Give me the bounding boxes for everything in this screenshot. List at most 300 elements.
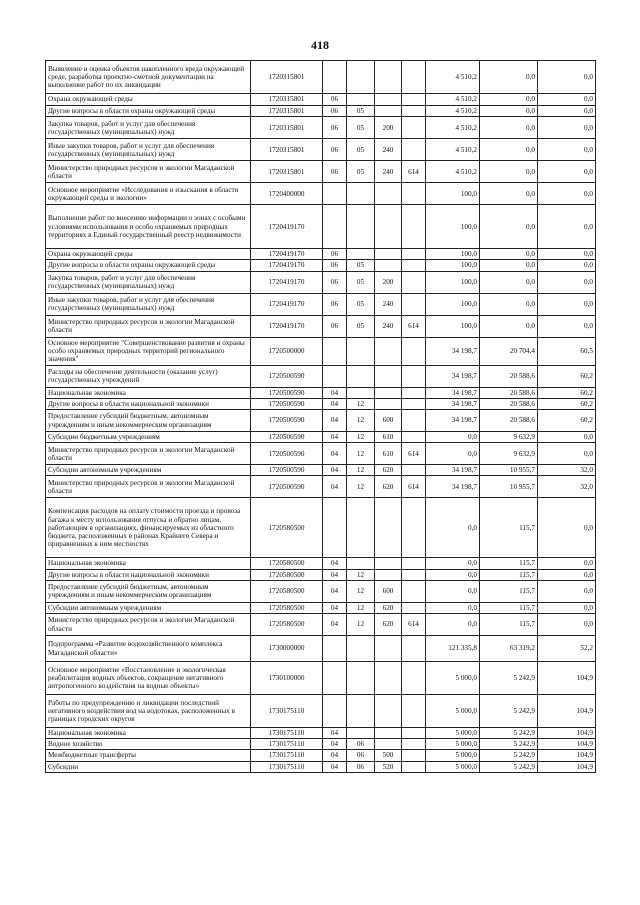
row-amount: 100,0 (426, 205, 480, 249)
row-section (323, 695, 347, 728)
row-name: Национальная экономика (46, 558, 251, 569)
table-row (46, 139, 596, 161)
row-percent: 0,0 (538, 602, 596, 613)
row-amount-2: 10 955,7 (480, 476, 538, 498)
row-amount-2: 0,0 (480, 139, 538, 161)
table-row (46, 410, 596, 432)
row-code: 1720419170 (251, 249, 323, 260)
row-amount: 34 198,7 (426, 337, 480, 365)
row-amount-2: 9 632,9 (480, 443, 538, 465)
row-percent: 32,0 (538, 465, 596, 476)
row-amount-2: 0,0 (480, 271, 538, 293)
row-code: 1720580500 (251, 558, 323, 569)
row-amount: 4 510,2 (426, 117, 480, 139)
row-percent: 60,2 (538, 387, 596, 398)
row-subsection (347, 337, 375, 365)
row-section: 04 (323, 569, 347, 580)
row-section: 06 (323, 293, 347, 315)
table-row (46, 94, 596, 106)
row-expense-type: 610 (375, 432, 402, 443)
table-row (46, 61, 596, 94)
row-section: 06 (323, 271, 347, 293)
row-expense-type: 200 (375, 271, 402, 293)
row-section: 04 (323, 387, 347, 398)
row-amount-2: 0,0 (480, 315, 538, 337)
row-percent: 0,0 (538, 498, 596, 558)
row-ministry-code (402, 739, 426, 750)
row-percent: 0,0 (538, 293, 596, 315)
row-amount-2: 5 242,9 (480, 739, 538, 750)
row-expense-type (375, 183, 402, 205)
row-percent: 0,0 (538, 94, 596, 106)
row-expense-type: 240 (375, 139, 402, 161)
row-percent: 104,9 (538, 695, 596, 728)
row-amount-2: 5 242,9 (480, 695, 538, 728)
row-expense-type (375, 106, 402, 117)
row-amount-2: 115,7 (480, 569, 538, 580)
row-section: 04 (323, 739, 347, 750)
row-amount: 100,0 (426, 315, 480, 337)
row-percent: 0,0 (538, 117, 596, 139)
table-row (46, 106, 596, 117)
row-amount: 4 510,2 (426, 139, 480, 161)
row-name: Основное мероприятие "Совершенствование развития и охраны особо охраняемых природных территорий регионального значения" (46, 337, 251, 365)
row-subsection (347, 498, 375, 558)
row-code: 1720500590 (251, 365, 323, 387)
row-ministry-code (402, 728, 426, 739)
row-ministry-code (402, 183, 426, 205)
row-section: 04 (323, 558, 347, 569)
row-subsection (347, 61, 375, 94)
table-row (46, 476, 596, 498)
row-amount: 5 000,0 (426, 662, 480, 695)
row-amount-2: 5 242,9 (480, 761, 538, 772)
row-amount: 0,0 (426, 614, 480, 636)
row-percent: 0,0 (538, 614, 596, 636)
row-subsection (347, 205, 375, 249)
row-section: 06 (323, 260, 347, 271)
table-row (46, 636, 596, 662)
row-amount-2: 10 955,7 (480, 465, 538, 476)
row-percent: 0,0 (538, 432, 596, 443)
row-ministry-code (402, 249, 426, 260)
row-subsection (347, 183, 375, 205)
row-code: 1720419170 (251, 260, 323, 271)
row-code: 1720580500 (251, 569, 323, 580)
row-amount: 0,0 (426, 432, 480, 443)
row-name: Основное мероприятие «Исследования и изыскания в области окружающей среды и экологии» (46, 183, 251, 205)
row-amount: 34 198,7 (426, 387, 480, 398)
row-ministry-code (402, 465, 426, 476)
row-name: Министерство природных ресурсов и экологии Магаданской области (46, 315, 251, 337)
row-amount: 0,0 (426, 558, 480, 569)
table-row (46, 443, 596, 465)
table-row (46, 695, 596, 728)
row-percent: 52,2 (538, 636, 596, 662)
row-amount-2: 20 588,6 (480, 410, 538, 432)
row-name: Межбюджетные трансферты (46, 750, 251, 761)
table-row (46, 498, 596, 558)
row-code: 1720500590 (251, 410, 323, 432)
row-amount: 121 335,8 (426, 636, 480, 662)
row-subsection: 05 (347, 161, 375, 183)
row-subsection (347, 695, 375, 728)
row-code: 1720315801 (251, 61, 323, 94)
row-ministry-code (402, 410, 426, 432)
row-amount-2: 20 588,6 (480, 387, 538, 398)
row-amount-2: 115,7 (480, 558, 538, 569)
row-subsection: 05 (347, 293, 375, 315)
row-section: 04 (323, 750, 347, 761)
row-percent: 60,2 (538, 398, 596, 409)
row-ministry-code (402, 569, 426, 580)
row-amount-2: 0,0 (480, 293, 538, 315)
row-amount-2: 0,0 (480, 249, 538, 260)
row-expense-type: 520 (375, 761, 402, 772)
row-ministry-code (402, 602, 426, 613)
row-percent: 0,0 (538, 249, 596, 260)
row-subsection (347, 365, 375, 387)
row-subsection (347, 558, 375, 569)
row-section (323, 498, 347, 558)
row-code: 1720419170 (251, 293, 323, 315)
table-row (46, 398, 596, 409)
row-section: 04 (323, 614, 347, 636)
row-section (323, 636, 347, 662)
table-row (46, 761, 596, 772)
row-name: Национальная экономика (46, 728, 251, 739)
row-amount: 5 000,0 (426, 739, 480, 750)
row-expense-type (375, 662, 402, 695)
table-row (46, 205, 596, 249)
row-code: 1720500590 (251, 443, 323, 465)
row-subsection: 12 (347, 602, 375, 613)
row-name: Министерство природных ресурсов и экологии Магаданской области (46, 614, 251, 636)
row-expense-type (375, 569, 402, 580)
row-amount-2: 63 319,2 (480, 636, 538, 662)
row-amount-2: 115,7 (480, 602, 538, 613)
row-code: 1730175110 (251, 739, 323, 750)
row-amount: 100,0 (426, 271, 480, 293)
row-amount: 0,0 (426, 580, 480, 602)
table-row (46, 315, 596, 337)
page-number: 418 (311, 38, 329, 52)
row-section: 04 (323, 602, 347, 613)
table-row (46, 580, 596, 602)
row-name: Охрана окружающей среды (46, 249, 251, 260)
row-subsection: 12 (347, 476, 375, 498)
row-subsection: 12 (347, 410, 375, 432)
row-name: Выполнение работ по внесению информации о зонах с особыми условиями использования и особо охраняемых природных территориях в Единый государственный реестр недвижимости (46, 205, 251, 249)
row-name: Подпрограмма «Развитие водохозяйственного комплекса Магаданской области» (46, 636, 251, 662)
row-name: Водное хозяйство (46, 739, 251, 750)
row-name: Министерство природных ресурсов и экологии Магаданской области (46, 476, 251, 498)
row-code: 1720315801 (251, 139, 323, 161)
row-ministry-code (402, 398, 426, 409)
row-section (323, 662, 347, 695)
row-percent: 60,2 (538, 365, 596, 387)
row-expense-type: 240 (375, 161, 402, 183)
row-expense-type: 600 (375, 410, 402, 432)
row-expense-type (375, 558, 402, 569)
row-amount-2: 115,7 (480, 580, 538, 602)
table-row (46, 293, 596, 315)
row-section: 04 (323, 443, 347, 465)
row-subsection: 06 (347, 739, 375, 750)
row-name: Охрана окружающей среды (46, 94, 251, 106)
row-amount-2: 0,0 (480, 94, 538, 106)
row-amount-2: 20 588,6 (480, 365, 538, 387)
row-subsection (347, 662, 375, 695)
row-code: 1720580500 (251, 614, 323, 636)
row-code: 1730175110 (251, 728, 323, 739)
row-subsection (347, 387, 375, 398)
row-section (323, 337, 347, 365)
row-section: 06 (323, 161, 347, 183)
row-percent: 104,9 (538, 728, 596, 739)
row-percent: 104,9 (538, 662, 596, 695)
row-percent: 32,0 (538, 476, 596, 498)
row-amount-2: 0,0 (480, 161, 538, 183)
row-amount: 34 198,7 (426, 398, 480, 409)
row-expense-type: 620 (375, 602, 402, 613)
row-name: Закупка товаров, работ и услуг для обеспечения государственных (муниципальных) нужд (46, 271, 251, 293)
row-ministry-code: 614 (402, 476, 426, 498)
row-amount: 4 510,2 (426, 94, 480, 106)
row-ministry-code (402, 750, 426, 761)
row-code: 1720419170 (251, 315, 323, 337)
table-row (46, 569, 596, 580)
row-amount-2: 20 588,6 (480, 398, 538, 409)
row-name: Иные закупки товаров, работ и услуг для обеспечения государственных (муниципальных) нужд (46, 139, 251, 161)
row-expense-type (375, 728, 402, 739)
row-subsection (347, 636, 375, 662)
row-code: 1720500590 (251, 465, 323, 476)
row-amount: 0,0 (426, 602, 480, 613)
row-subsection: 06 (347, 750, 375, 761)
row-subsection: 05 (347, 139, 375, 161)
row-ministry-code (402, 337, 426, 365)
row-section (323, 61, 347, 94)
row-expense-type (375, 61, 402, 94)
row-code: 1720500000 (251, 337, 323, 365)
row-name: Работы по предупреждению и ликвидации последствий негативного воздействия вод на водотоках, расположенных в границах городских округов (46, 695, 251, 728)
row-expense-type: 500 (375, 750, 402, 761)
row-code: 1720400000 (251, 183, 323, 205)
row-expense-type: 240 (375, 315, 402, 337)
row-percent: 0,0 (538, 558, 596, 569)
row-amount: 5 000,0 (426, 728, 480, 739)
row-ministry-code (402, 61, 426, 94)
row-ministry-code: 614 (402, 161, 426, 183)
row-subsection (347, 249, 375, 260)
row-section: 04 (323, 465, 347, 476)
row-amount: 5 000,0 (426, 695, 480, 728)
row-amount: 4 510,2 (426, 161, 480, 183)
row-amount: 100,0 (426, 260, 480, 271)
row-code: 1720315801 (251, 161, 323, 183)
row-amount: 4 510,2 (426, 106, 480, 117)
table-row (46, 117, 596, 139)
row-section: 04 (323, 476, 347, 498)
row-expense-type (375, 365, 402, 387)
row-name: Выявление и оценка объектов накопленного вреда окружающей среде, разработка проектно-сметной документации на выполнение работ по их ликвидации (46, 61, 251, 94)
row-ministry-code (402, 761, 426, 772)
row-ministry-code (402, 387, 426, 398)
row-amount-2: 0,0 (480, 260, 538, 271)
table-row (46, 750, 596, 761)
row-percent: 0,0 (538, 183, 596, 205)
row-section: 04 (323, 410, 347, 432)
row-amount: 34 198,7 (426, 365, 480, 387)
row-name: Иные закупки товаров, работ и услуг для обеспечения государственных (муниципальных) нужд (46, 293, 251, 315)
row-amount: 5 000,0 (426, 750, 480, 761)
row-amount-2: 9 632,9 (480, 432, 538, 443)
row-amount-2: 0,0 (480, 183, 538, 205)
row-ministry-code (402, 662, 426, 695)
row-subsection: 12 (347, 614, 375, 636)
row-code: 1720419170 (251, 205, 323, 249)
row-section (323, 205, 347, 249)
row-code: 1720419170 (251, 271, 323, 293)
table-row (46, 249, 596, 260)
row-amount: 34 198,7 (426, 465, 480, 476)
row-percent: 0,0 (538, 260, 596, 271)
row-expense-type (375, 636, 402, 662)
row-section (323, 183, 347, 205)
row-subsection: 12 (347, 569, 375, 580)
row-percent: 60,2 (538, 410, 596, 432)
row-percent: 0,0 (538, 205, 596, 249)
row-code: 1720580500 (251, 498, 323, 558)
table-row (46, 602, 596, 613)
row-name: Субсидии (46, 761, 251, 772)
row-ministry-code: 614 (402, 443, 426, 465)
row-percent: 0,0 (538, 315, 596, 337)
row-subsection: 05 (347, 260, 375, 271)
row-expense-type (375, 337, 402, 365)
row-amount: 0,0 (426, 443, 480, 465)
row-name: Другие вопросы в области национальной экономики (46, 569, 251, 580)
table-row (46, 260, 596, 271)
row-expense-type: 620 (375, 465, 402, 476)
row-percent: 0,0 (538, 580, 596, 602)
row-amount: 0,0 (426, 498, 480, 558)
row-section: 06 (323, 139, 347, 161)
table-row (46, 161, 596, 183)
row-code: 1730175110 (251, 761, 323, 772)
row-expense-type (375, 94, 402, 106)
row-name: Другие вопросы в области охраны окружающей среды (46, 106, 251, 117)
table-row (46, 558, 596, 569)
row-percent: 0,0 (538, 443, 596, 465)
row-ministry-code (402, 365, 426, 387)
row-percent: 104,9 (538, 761, 596, 772)
row-subsection: 12 (347, 398, 375, 409)
row-ministry-code (402, 271, 426, 293)
row-amount: 0,0 (426, 569, 480, 580)
row-code: 1720315801 (251, 106, 323, 117)
row-percent: 0,0 (538, 271, 596, 293)
row-percent: 0,0 (538, 161, 596, 183)
row-amount: 100,0 (426, 293, 480, 315)
row-expense-type (375, 387, 402, 398)
row-section: 06 (323, 249, 347, 260)
row-ministry-code: 614 (402, 315, 426, 337)
row-section: 06 (323, 117, 347, 139)
row-section: 06 (323, 94, 347, 106)
row-code: 1720500590 (251, 476, 323, 498)
row-amount-2: 0,0 (480, 106, 538, 117)
row-subsection: 05 (347, 315, 375, 337)
row-percent: 60,5 (538, 337, 596, 365)
row-amount: 34 198,7 (426, 410, 480, 432)
row-amount-2: 5 242,9 (480, 750, 538, 761)
row-ministry-code (402, 205, 426, 249)
row-ministry-code (402, 106, 426, 117)
row-ministry-code (402, 293, 426, 315)
row-amount: 100,0 (426, 183, 480, 205)
row-amount-2: 0,0 (480, 205, 538, 249)
row-ministry-code (402, 94, 426, 106)
row-subsection: 05 (347, 106, 375, 117)
row-subsection: 05 (347, 117, 375, 139)
row-amount: 100,0 (426, 249, 480, 260)
row-ministry-code (402, 580, 426, 602)
row-ministry-code (402, 558, 426, 569)
row-amount: 34 198,7 (426, 476, 480, 498)
table-row (46, 183, 596, 205)
table-row (46, 271, 596, 293)
row-subsection: 12 (347, 432, 375, 443)
row-section: 04 (323, 432, 347, 443)
row-expense-type: 240 (375, 293, 402, 315)
row-code: 1720500590 (251, 398, 323, 409)
row-amount: 5 000,0 (426, 761, 480, 772)
row-amount-2: 0,0 (480, 117, 538, 139)
row-name: Предоставление субсидий бюджетным, автономным учреждениям и иным некоммерческим организациям (46, 410, 251, 432)
table-row (46, 387, 596, 398)
row-section: 06 (323, 315, 347, 337)
row-expense-type: 600 (375, 580, 402, 602)
table-row (46, 432, 596, 443)
row-expense-type (375, 205, 402, 249)
row-ministry-code (402, 695, 426, 728)
row-code: 1720500590 (251, 432, 323, 443)
row-section (323, 365, 347, 387)
table-row (46, 365, 596, 387)
row-name: Компенсация расходов на оплату стоимости проезда и провоза багажа к месту использования отпуска и обратно лицам, работающим в организациях, финансируемых из областного бюджета, расположенных в районах Крайнего Севера и приравненных к ним местностях (46, 498, 251, 558)
row-name: Расходы на обеспечение деятельности (оказание услуг) государственных учреждений (46, 365, 251, 387)
table-row (46, 337, 596, 365)
row-expense-type (375, 249, 402, 260)
row-code: 1720315801 (251, 94, 323, 106)
row-code: 1730000000 (251, 636, 323, 662)
row-amount-2: 115,7 (480, 614, 538, 636)
budget-table (45, 60, 596, 773)
row-subsection: 06 (347, 761, 375, 772)
row-code: 1720500590 (251, 387, 323, 398)
row-subsection: 05 (347, 271, 375, 293)
row-name: Предоставление субсидий бюджетным, автономным учреждениям и иным некоммерческим организациям (46, 580, 251, 602)
table-row (46, 614, 596, 636)
row-amount: 4 510,2 (426, 61, 480, 94)
table-row (46, 662, 596, 695)
row-expense-type (375, 739, 402, 750)
row-section: 04 (323, 398, 347, 409)
row-percent: 0,0 (538, 61, 596, 94)
row-name: Национальная экономика (46, 387, 251, 398)
